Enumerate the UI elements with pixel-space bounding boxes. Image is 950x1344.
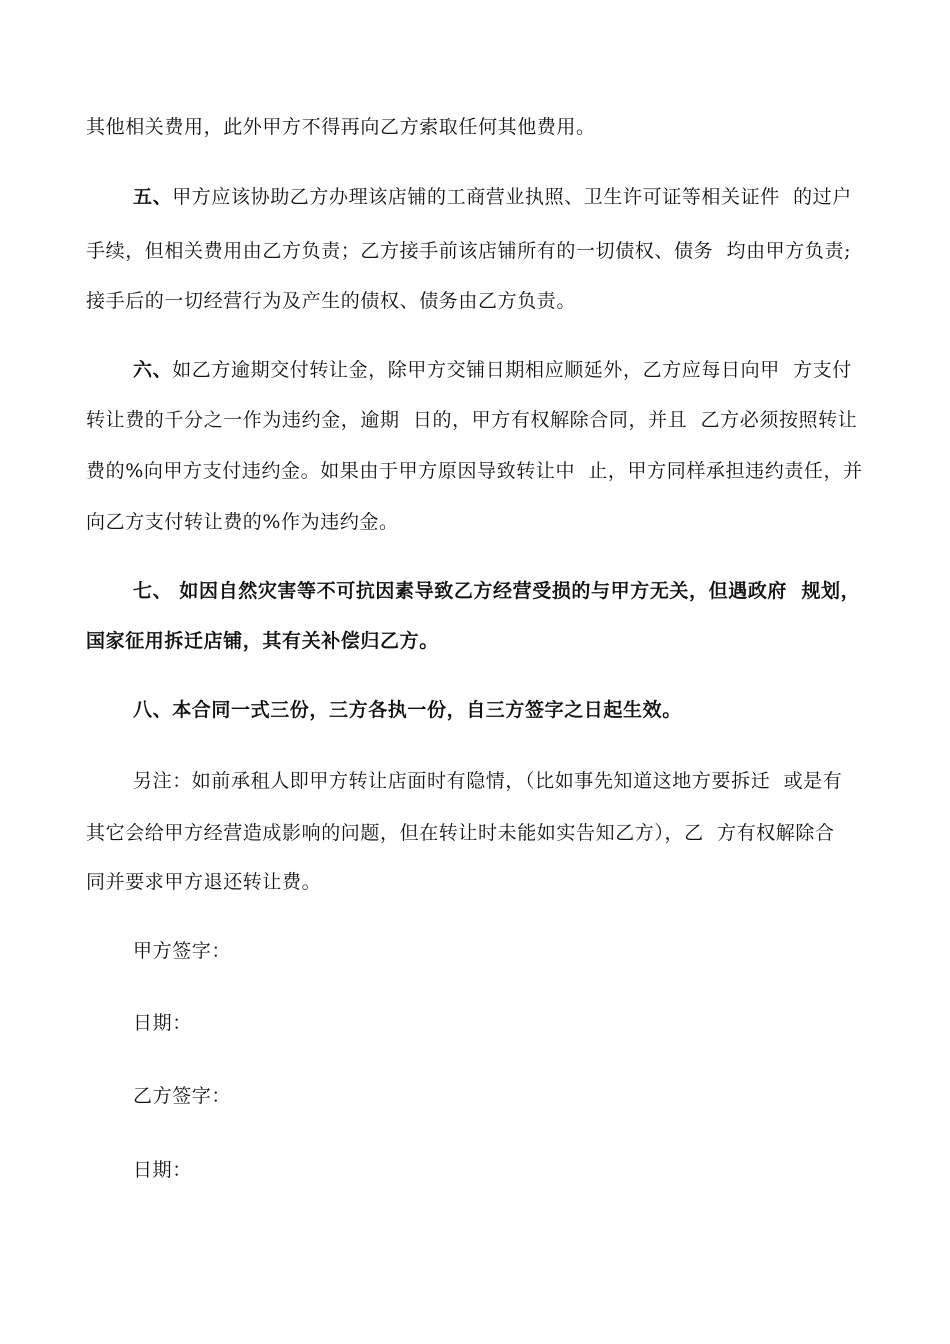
- clause-6-line-4: 向乙方支付转让费的%作为违约金。: [86, 511, 399, 533]
- clause-6-label: 六、: [133, 359, 173, 381]
- note-line-1: 另注：如前承租人即甲方转让店面时有隐情，（比如事先知道这地方要拆迁 或是有: [133, 770, 843, 792]
- clause-7-line-1: 七、 如因自然灾害等不可抗因素导致乙方经营受损的与甲方无关，但遇政府 规划，: [133, 580, 861, 602]
- paragraph-continuation-line-1: 其他相关费用，此外甲方不得再向乙方索取任何其他费用。: [86, 116, 596, 138]
- clause-5-label: 五、: [133, 186, 173, 208]
- clause-5-line-3: 接手后的一切经营行为及产生的债权、债务由乙方负责。: [86, 290, 577, 312]
- party-b-date-label: 日期：: [133, 1159, 192, 1181]
- clause-5-line-2: 手续，但相关费用由乙方负责；乙方接手前该店铺所有的一切债权、债务 均由甲方负责;: [86, 240, 852, 262]
- party-b-signature-label: 乙方签字：: [133, 1085, 232, 1107]
- note-line-2: 其它会给甲方经营造成影响的问题，但在转让时未能如实告知乙方），乙 方有权解除合: [86, 822, 835, 844]
- clause-7-line-2: 国家征用拆迁店铺，其有关补偿归乙方。: [86, 630, 439, 652]
- clause-6-line-2: 转让费的千分之一作为违约金，逾期 日的，甲方有权解除合同，并且 乙方必须按照转让: [86, 409, 858, 431]
- clause-6-line-3: 费的%向甲方支付违约金。如果由于甲方原因导致转让中 止，甲方同样承担违约责任，并: [86, 460, 863, 482]
- party-a-date-label: 日期：: [133, 1012, 192, 1034]
- clause-5-line-1-text: 甲方应该协助乙方办理该店铺的工商营业执照、卫生许可证等相关证件 的过户: [172, 186, 852, 208]
- clause-6-line-1: [133, 357, 852, 383]
- clause-6-line-1-text: 如乙方逾期交付转让金，除甲方交铺日期相应顺延外，乙方应每日向甲 方支付: [172, 359, 852, 381]
- note-line-3: 同并要求甲方退还转让费。: [86, 871, 322, 893]
- clause-8-line-1: 八、本合同一式三份，三方各执一份，自三方签字之日起生效。: [133, 699, 682, 721]
- party-a-signature-label: 甲方签字：: [133, 940, 232, 962]
- clause-5-line-1: [133, 184, 852, 210]
